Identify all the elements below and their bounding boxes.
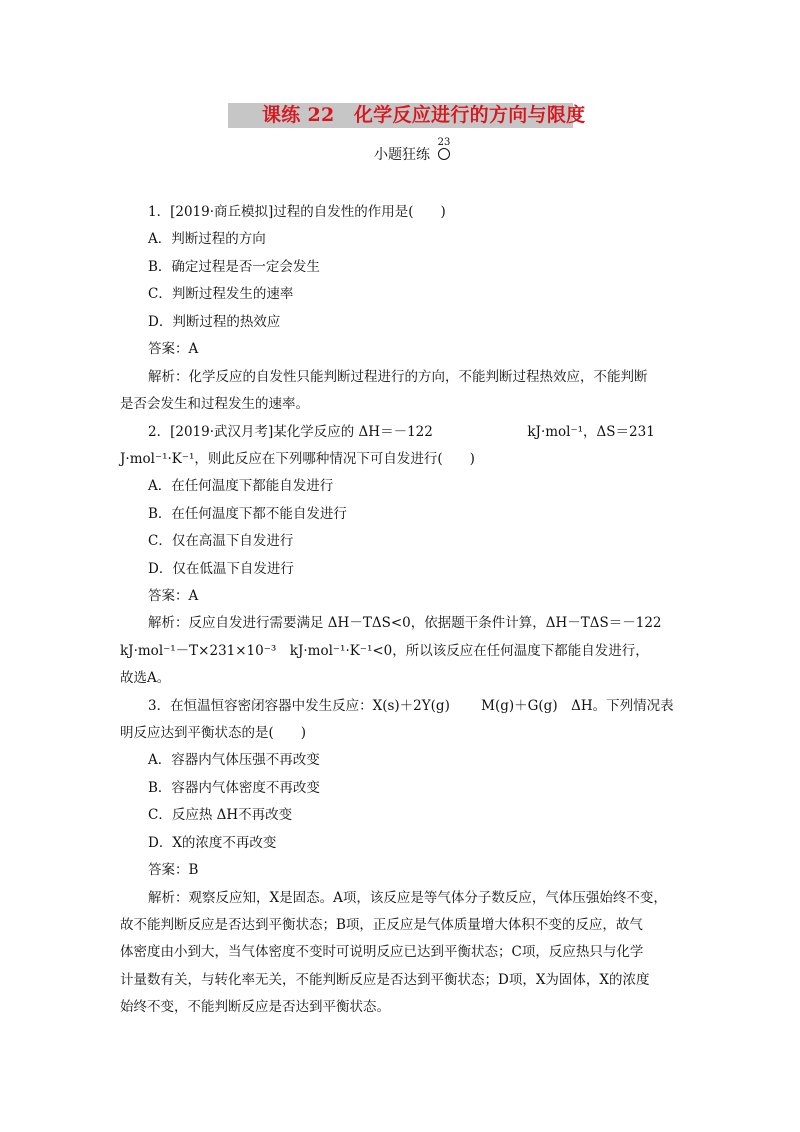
question-2-option-b: B．在任何温度下都不能自发进行 [148, 506, 347, 522]
page-badge [434, 137, 454, 161]
question-2-explanation-line-2: kJ·mol⁻¹－T×231×10⁻³ kJ·mol⁻¹·K⁻¹<0，所以该反应在任何温度下都能自发进行， [120, 643, 649, 659]
question-3-explanation-line-2: 故不能判断反应是否达到平衡状态；B项，正反应是气体质量增大体积不变的反应，故气 [120, 917, 643, 933]
question-3-stem-line-2: 明反应达到平衡状态的是( ) [120, 725, 307, 741]
question-2-explanation-line-1: 解析：反应自发进行需要满足 ΔH－TΔS<0，依据题干条件计算，ΔH－TΔS＝－122 [148, 615, 662, 631]
question-3-option-a: A．容器内气体压强不再改变 [148, 752, 320, 768]
question-3-option-c: C．反应热 ΔH不再改变 [148, 807, 293, 823]
question-1-explanation-line-2: 是否会发生和过程发生的速率。 [120, 396, 309, 412]
question-1-explanation-line-1: 解析：化学反应的自发性只能判断过程进行的方向，不能判断过程热效应，不能判断 [148, 369, 648, 385]
question-2-option-d: D．仅在低温下自发进行 [148, 561, 294, 577]
question-3-explanation-line-3: 体密度由小到大，当气体密度不变时可说明反应已达到平衡状态；C项，反应热只与化学 [120, 944, 644, 960]
question-3-explanation-line-1: 解析：观察反应知，X是固态。A项，该反应是等气体分子数反应，气体压强始终不变， [148, 890, 667, 906]
question-2-explanation-line-3: 故选A。 [120, 670, 171, 686]
question-3-explanation-line-4: 计量数有关，与转化率无关，不能判断反应是否达到平衡状态；D项，X为固体，X的浓度 [120, 972, 650, 988]
question-1-answer: 答案：A [148, 341, 199, 357]
question-2-stem-line-2: J·mol⁻¹·K⁻¹，则此反应在下列哪种情况下可自发进行( ) [120, 451, 475, 467]
question-1-option-c: C．判断过程发生的速率 [148, 286, 294, 302]
question-3-explanation-line-5: 始终不变，不能判断反应是否达到平衡状态。 [120, 999, 390, 1015]
section-subtitle: 小题狂练 [374, 147, 430, 163]
lesson-title: 课练 22 化学反应进行的方向与限度 [262, 104, 586, 126]
question-3-stem-line-1: 3．在恒温恒容密闭容器中发生反应：X(s)＋2Y(g) M(g)＋G(g) ΔH。下列情况表 [148, 698, 674, 714]
circle-icon [438, 148, 450, 160]
question-3-option-d: D．X的浓度不再改变 [148, 835, 277, 851]
question-2-answer: 答案：A [148, 588, 199, 604]
question-2-option-c: C．仅在高温下自发进行 [148, 533, 294, 549]
question-1-option-a: A．判断过程的方向 [148, 231, 266, 247]
question-1-option-b: B．确定过程是否一定会发生 [148, 259, 320, 275]
badge-number: 23 [437, 137, 451, 148]
question-1-stem: 1．[2019·商丘模拟]过程的自发性的作用是( ) [148, 204, 446, 220]
question-3-answer: 答案：B [148, 862, 199, 878]
question-2-stem-line-1: 2．[2019·武汉月考]某化学反应的 ΔH＝－122 kJ·mol⁻¹，ΔS＝231 [148, 424, 655, 440]
question-1-option-d: D．判断过程的热效应 [148, 314, 281, 330]
question-2-option-a: A．在任何温度下都能自发进行 [148, 478, 334, 494]
question-3-option-b: B．容器内气体密度不再改变 [148, 780, 320, 796]
